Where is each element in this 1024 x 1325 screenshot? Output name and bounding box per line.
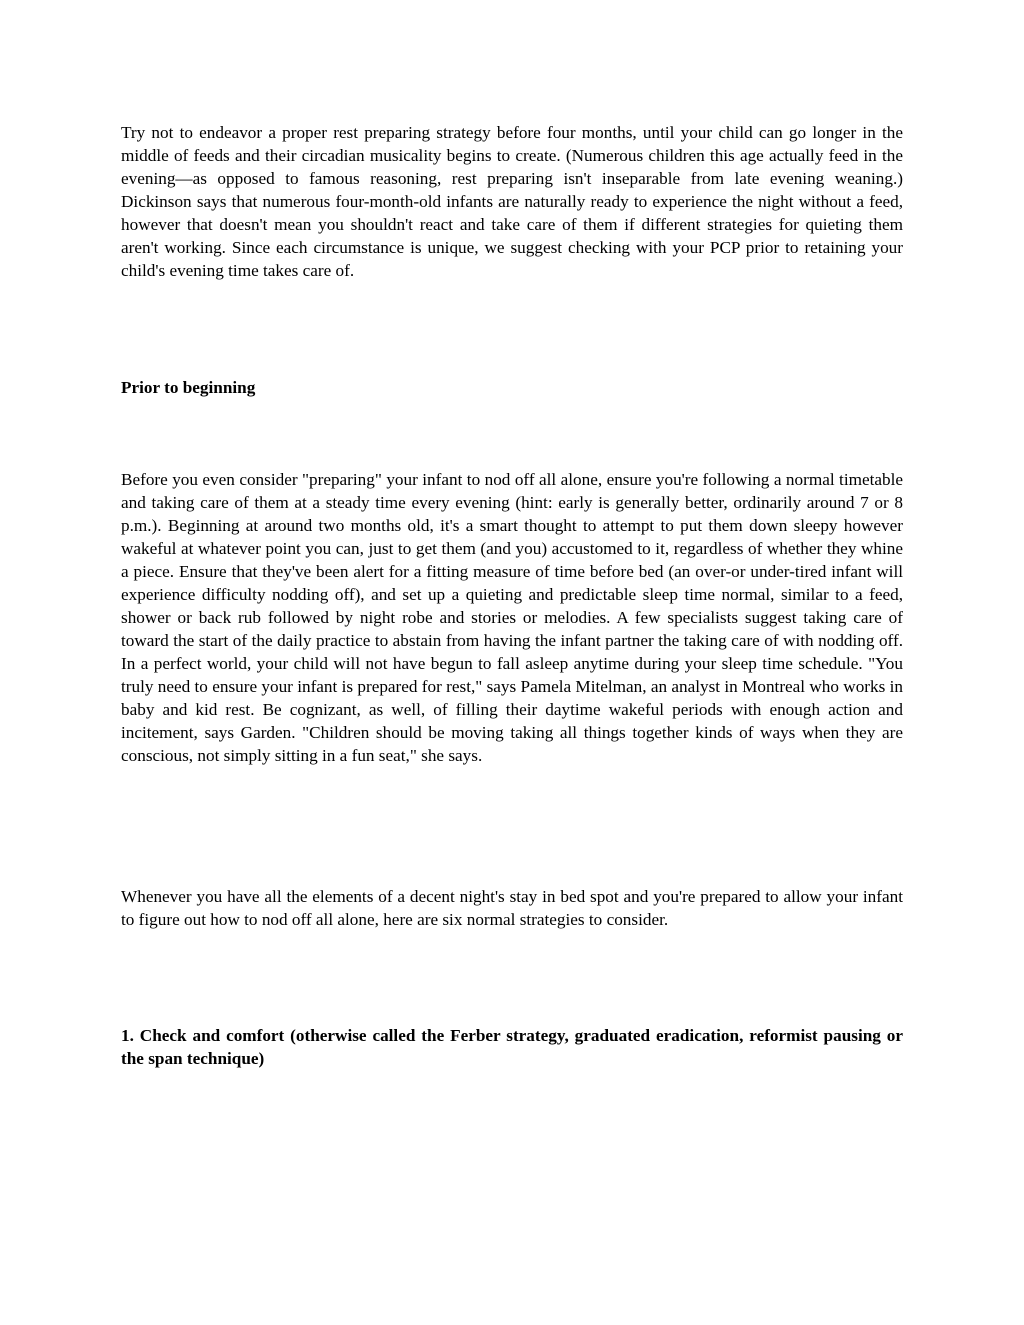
body-paragraph-preparation: Before you even consider "preparing" your infant to nod off all alone, ensure you're following a normal timetable and taking care of them at a steady time every evening (hint: early is generally better, ordinarily around 7 or 8 p.m.). Beginning at around two months old, it's a smart thought to attempt to put them down sleepy however wakeful at whatever point you can, just to get them (and you) accustomed to it, regardless of whether they whine a piece. Ensure that they've been alert for a fitting measure of time before bed (an over-or under-tired infant will experience difficulty nodding off), and set up a quieting and predictable sleep time normal, similar to a feed, shower or back rub followed by night robe and stories or melodies. A few specialists suggest taking care of toward the start of the daily practice to abstain from having the infant partner the taking care of with nodding off. In a perfect world, your child will not have begun to fall asleep anytime during your sleep time schedule. "You truly need to ensure your infant is prepared for rest," says Pamela Mitelman, an analyst in Montreal who works in baby and kid rest. Be cognizant, as well, of filling their daytime wakeful periods with enough action and incitement, says Garden. "Children should be moving taking all things together kinds of ways when they are conscious, not simply sitting in a fun seat," she says.	[121, 470, 903, 765]
body-paragraph-strategies-intro: Whenever you have all the elements of a decent night's stay in bed spot and you're prepared to allow your infant to figure out how to nod off all alone, here are six normal strategies to consider.	[121, 887, 903, 929]
section-heading-prior-to-beginning: Prior to beginning	[121, 378, 256, 397]
section-heading-check-and-comfort: 1. Check and comfort (otherwise called the Ferber strategy, graduated eradication, reformist pausing or the span technique)	[121, 1026, 903, 1068]
intro-paragraph: Try not to endeavor a proper rest preparing strategy before four months, until your child can go longer in the middle of feeds and their circadian musicality begins to create. (Numerous children this age actually feed in the evening—as opposed to famous reasoning, rest preparing isn't inseparable from late evening weaning.) Dickinson says that numerous four-month-old infants are naturally ready to experience the night without a feed, however that doesn't mean you shouldn't react and take care of them if different strategies for quieting them aren't working. Since each circumstance is unique, we suggest checking with your PCP prior to retaining your child's evening time takes care of.	[121, 123, 903, 280]
